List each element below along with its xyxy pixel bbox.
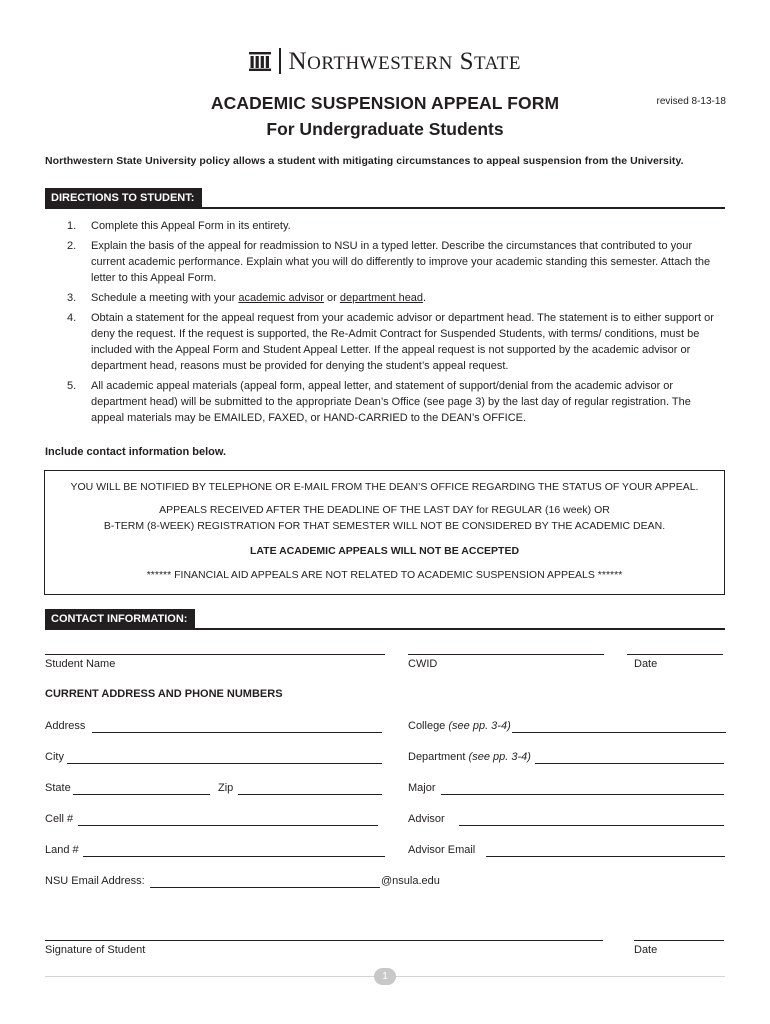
date-field[interactable] xyxy=(627,654,723,655)
address-heading: CURRENT ADDRESS AND PHONE NUMBERS xyxy=(45,688,283,700)
directions-list xyxy=(45,219,725,431)
advisor-label: Advisor xyxy=(408,813,445,825)
direction-item: 2. Explain the basis of the appeal for readmission to NSU in a typed letter. Describe the circumstances that contributed to your current academic performance. Explain what you will do differently to improve your academic standing this semester. Attach the letter to this Appeal Form. xyxy=(67,240,711,284)
cell-label: Cell # xyxy=(45,813,74,825)
signature-field[interactable] xyxy=(45,940,603,941)
address-label: Address xyxy=(45,720,86,732)
department-head-link[interactable]: department head xyxy=(339,292,424,305)
cell-phone-field[interactable] xyxy=(78,825,378,826)
major-label: Major xyxy=(408,782,436,794)
direction-item: 1. Complete this Appeal Form in its entirety. xyxy=(67,220,291,232)
zip-label: Zip xyxy=(218,782,234,794)
direction-item: 5. All academic appeal materials (appeal form, appeal letter, and statement of support/denial from the academic advisor or department head) will be submitted to the appropriate Dean’s Office (see page 3) by the last day of regular registration. The appeal materials may be EMAILED, FAXED, or HAND-CARRIED to the DEAN’s OFFICE. xyxy=(67,380,691,424)
land-phone-field[interactable] xyxy=(83,856,385,857)
department-label: Department (see pp. 3-4) xyxy=(408,751,531,763)
state-field[interactable] xyxy=(73,794,210,795)
logo-wordmark: NORTHWESTERN STATE xyxy=(288,47,521,75)
advisor-field[interactable] xyxy=(459,825,724,826)
address-field[interactable] xyxy=(92,732,382,733)
financial-aid-note: ****** FINANCIAL AID APPEALS ARE NOT RELATED TO ACADEMIC SUSPENSION APPEALS ****** xyxy=(146,569,623,581)
directions-heading: DIRECTIONS TO STUDENT: xyxy=(45,188,202,208)
cwid-field[interactable] xyxy=(408,654,604,655)
academic-advisor-link[interactable]: academic advisor xyxy=(238,292,324,305)
nsu-email-domain: @nsula.edu xyxy=(381,875,440,887)
form-title: ACADEMIC SUSPENSION APPEAL FORM xyxy=(210,93,560,113)
page-number: 1 xyxy=(374,968,396,985)
policy-statement: Northwestern State University policy allows a student with mitigating circumstances to appeal suspension from the University. xyxy=(45,155,684,167)
college-label: College (see pp. 3-4) xyxy=(408,720,511,732)
late-appeals-warning: LATE ACADEMIC APPEALS WILL NOT BE ACCEPTED xyxy=(249,545,520,557)
signature-label: Signature of Student xyxy=(45,944,146,956)
advisor-email-field[interactable] xyxy=(486,856,725,857)
signature-date-field[interactable] xyxy=(634,940,724,941)
notice-line: YOU WILL BE NOTIFIED BY TELEPHONE OR E-MAIL FROM THE DEAN’S OFFICE REGARDING THE STATUS OF YOUR APPEAL. xyxy=(70,481,699,493)
nsu-email-label: NSU Email Address: xyxy=(45,875,145,887)
student-name-field[interactable] xyxy=(45,654,385,655)
logo-divider xyxy=(279,48,281,74)
state-label: State xyxy=(45,782,71,794)
revision-date: revised 8-13-18 xyxy=(656,96,726,107)
direction-item: 3. Schedule a meeting with your academic advisor or department head. xyxy=(67,292,427,305)
city-label: City xyxy=(45,751,64,763)
contact-heading: CONTACT INFORMATION: xyxy=(45,609,195,629)
signature-date-label: Date xyxy=(634,944,658,956)
direction-item: 4. Obtain a statement for the appeal request from your academic advisor or department head. The statement is to either support or deny the request. If the request is supported, the Re-Admit Contract for Suspended Students, with terms/ conditions, must be included with the Appeal Form and Student Appeal Letter. If the appeal request is not supported by the academic advisor or department head, reasons must be provided for denying the student’s appeal request. xyxy=(67,312,714,372)
contact-rule xyxy=(45,628,725,630)
advisor-email-label: Advisor Email xyxy=(408,844,476,856)
columns-logo-icon xyxy=(249,51,271,71)
notice-line: APPEALS RECEIVED AFTER THE DEADLINE OF THE LAST DAY for REGULAR (16 week) OR xyxy=(159,504,610,516)
city-field[interactable] xyxy=(67,763,382,764)
notice-line: B-TERM (8-WEEK) REGISTRATION FOR THAT SEMESTER WILL NOT BE CONSIDERED BY THE ACADEMIC DEAN. xyxy=(103,520,666,532)
student-name-label: Student Name xyxy=(45,658,116,670)
include-contact-note: Include contact information below. xyxy=(45,446,227,458)
date-label: Date xyxy=(634,658,658,670)
notice-box xyxy=(44,470,725,595)
cwid-label: CWID xyxy=(408,658,438,670)
department-field[interactable] xyxy=(535,763,724,764)
zip-field[interactable] xyxy=(238,794,382,795)
major-field[interactable] xyxy=(441,794,724,795)
land-label: Land # xyxy=(45,844,79,856)
university-logo xyxy=(0,48,770,76)
nsu-email-field[interactable] xyxy=(150,887,380,888)
form-subtitle: For Undergraduate Students xyxy=(266,119,504,139)
college-field[interactable] xyxy=(512,732,726,733)
directions-rule xyxy=(45,207,725,209)
